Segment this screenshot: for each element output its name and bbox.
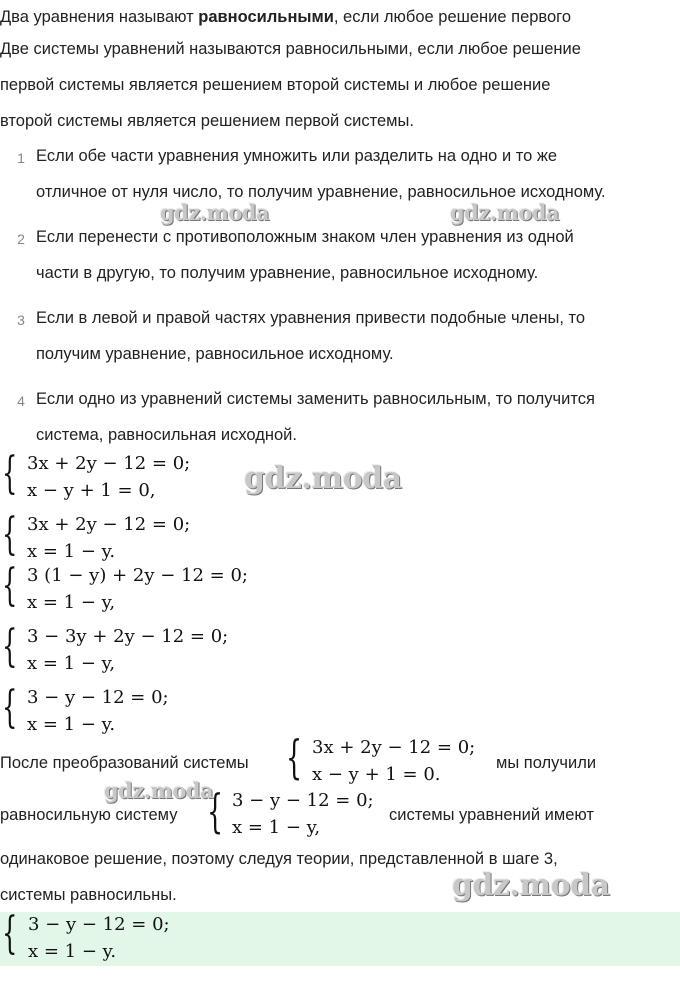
- watermark: gdz.moda: [104, 778, 214, 803]
- system-3-equation-2: x = 1 − y,: [27, 592, 116, 613]
- rule-number: 2: [17, 231, 25, 247]
- system-1-equation-2: x − y + 1 = 0,: [27, 480, 156, 501]
- conclusion-system-1-equation-1: 3x + 2y − 12 = 0;: [312, 737, 476, 758]
- rule-number: 4: [17, 393, 25, 409]
- rule-number: 1: [17, 150, 25, 166]
- conclusion-text: равносильную систему: [0, 806, 178, 824]
- watermark: gdz.moda: [160, 200, 270, 225]
- rule-3-line-1: Если в левой и правой частях уравнения привести подобные члены, то: [36, 309, 586, 327]
- intro-line-1: Два уравнения называют равносильными, если любое решение первого: [0, 8, 572, 26]
- answer-equation-1: 3 − y − 12 = 0;: [28, 914, 170, 935]
- system-brace: {: [2, 509, 18, 560]
- rule-1-line-1: Если обе части уравнения умножить или разделить на одно и то же: [36, 147, 558, 165]
- system-2-equation-1: 3x + 2y − 12 = 0;: [27, 514, 191, 535]
- conclusion-text: одинаковое решение, поэтому следуя теории, представленной в шаге 3,: [0, 850, 558, 868]
- conclusion-system-2-equation-2: x = 1 − y,: [232, 817, 321, 838]
- rule-number: 3: [17, 312, 25, 328]
- answer-equation-2: x = 1 − y.: [28, 941, 117, 962]
- watermark: gdz.moda: [244, 461, 402, 496]
- system-2-equation-2: x = 1 − y.: [27, 541, 116, 562]
- watermark: gdz.moda: [452, 868, 610, 903]
- rule-4-line-1: Если одно из уравнений системы заменить равносильным, то получится: [36, 390, 595, 408]
- conclusion-system-2-equation-1: 3 − y − 12 = 0;: [232, 790, 374, 811]
- system-brace: {: [286, 730, 303, 784]
- watermark: gdz.moda: [450, 200, 560, 225]
- system-brace: {: [2, 621, 18, 672]
- conclusion-text: мы получили: [496, 754, 597, 772]
- system-4-equation-1: 3 − 3y + 2y − 12 = 0;: [27, 626, 229, 647]
- system-1-equation-1: 3x + 2y − 12 = 0;: [27, 453, 191, 474]
- intro-line-3: первой системы является решением второй системы и любое решение: [0, 76, 551, 94]
- system-brace: {: [2, 448, 18, 499]
- rule-2-line-2: части в другую, то получим уравнение, равносильное исходному.: [36, 264, 539, 282]
- rule-3-line-2: получим уравнение, равносильное исходному.: [36, 345, 394, 363]
- system-brace: {: [2, 908, 18, 959]
- system-5-equation-1: 3 − y − 12 = 0;: [27, 687, 169, 708]
- conclusion-text: После преобразований системы: [0, 754, 249, 772]
- conclusion-text: системы уравнений имеют: [389, 806, 594, 824]
- rule-1-line-2: отличное от нуля число, то получим уравнение, равносильное исходному.: [36, 183, 606, 201]
- intro-line-4: второй системы является решением первой системы.: [0, 112, 414, 130]
- rule-4-line-2: система, равносильная исходной.: [36, 426, 297, 444]
- conclusion-text: системы равносильны.: [0, 886, 177, 904]
- answer-block: [0, 908, 680, 966]
- system-brace: {: [2, 560, 18, 611]
- system-brace: {: [2, 682, 18, 733]
- system-brace: {: [207, 784, 224, 838]
- intro-bold-term: равносильными: [198, 8, 334, 26]
- system-5-equation-2: x = 1 − y.: [27, 714, 116, 735]
- rule-2-line-1: Если перенести с противоположным знаком член уравнения из одной: [36, 228, 574, 246]
- conclusion-system-1-equation-2: x − y + 1 = 0.: [312, 764, 441, 785]
- intro-line-2: Две системы уравнений называются равносильными, если любое решение: [0, 40, 581, 58]
- system-4-equation-2: x = 1 − y,: [27, 653, 116, 674]
- system-3-equation-1: 3 (1 − y) + 2y − 12 = 0;: [27, 565, 248, 586]
